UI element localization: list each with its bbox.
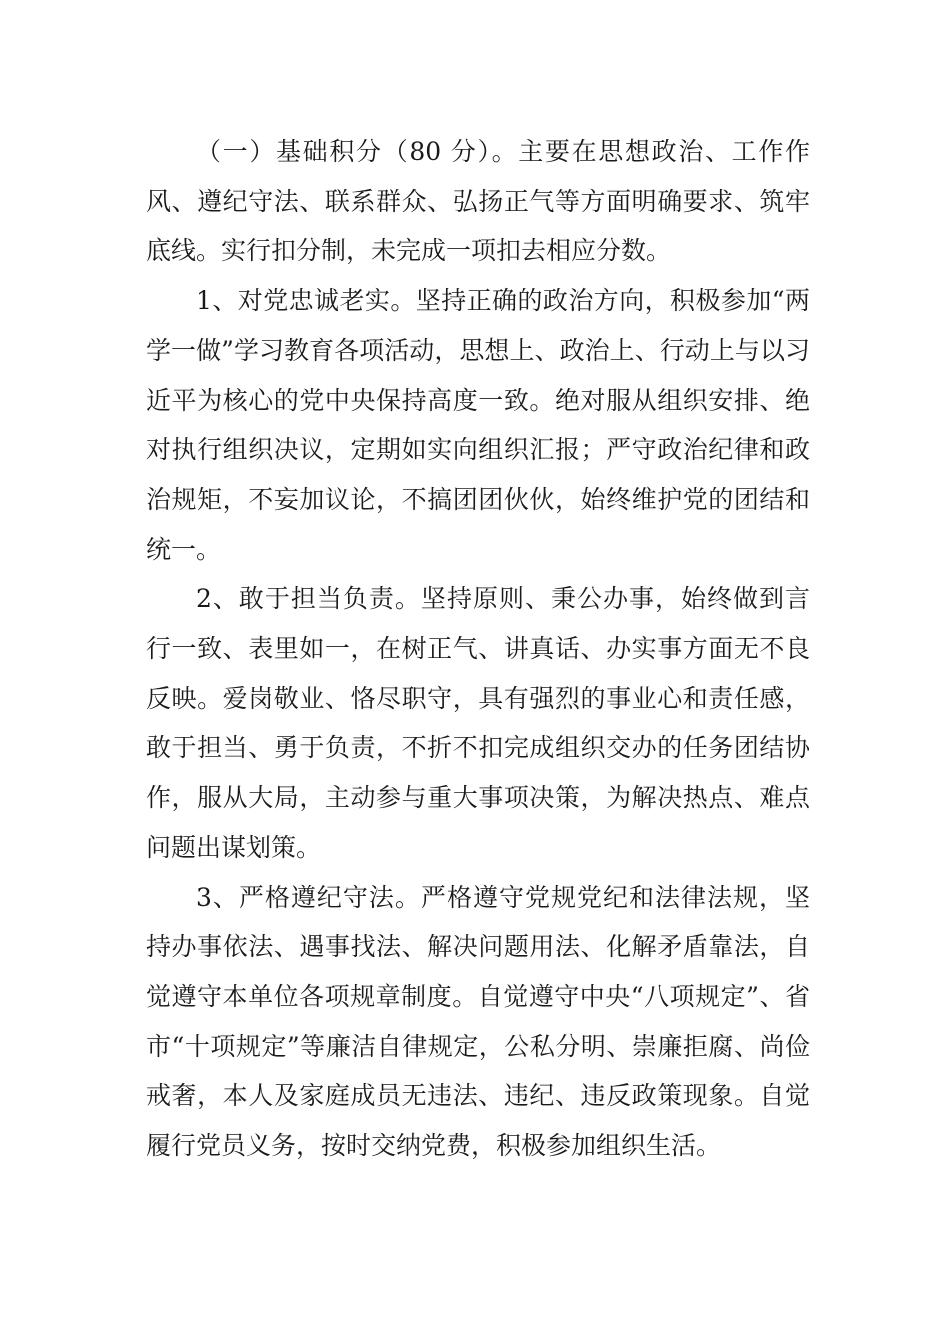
paragraph-discipline: 3、严格遵纪守法。严格遵守党规党纪和法律法规，坚持办事依法、遇事找法、解决问题用法、化解矛盾靠法，自觉遵守本单位各项规章制度。自觉遵守中央“八项规定”、省市“十项规定”等廉洁自律规定，公私分明、崇廉拒腐、尚俭戒奢，本人及家庭成员无违法、违纪、违反政策现象。自觉履行党员义务，按时交纳党费，积极参加组织生活。 xyxy=(146,882,810,1161)
paragraph-basic-score: （一）基础积分（80 分）。主要在思想政治、工作作风、遵纪守法、联系群众、弘扬正气等方面明确要求、筑牢底线。实行扣分制，未完成一项扣去相应分数。 xyxy=(146,137,810,266)
paragraph-responsibility: 2、敢于担当负责。坚持原则、秉公办事，始终做到言行一致、表里如一，在树正气、讲真话、办实事方面无不良反映。爱岗敬业、恪尽职守，具有强烈的事业心和责任感，敢于担当、勇于负责，不折不扣完成组织交办的任务团结协作，服从大局，主动参与重大事项决策，为解决热点、难点问题出谋划策。 xyxy=(146,584,810,862)
paragraph-loyalty: 1、对党忠诚老实。坚持正确的政治方向，积极参加“两学一做”学习教育各项活动，思想上、政治上、行动上与以习近平为核心的党中央保持高度一致。绝对服从组织安排、绝对执行组织决议，定期如实向组织汇报；严守政治纪律和政治规矩，不妄加议论，不搞团团伙伙，始终维护党的团结和统一。 xyxy=(146,286,810,564)
document-body xyxy=(146,127,810,1171)
